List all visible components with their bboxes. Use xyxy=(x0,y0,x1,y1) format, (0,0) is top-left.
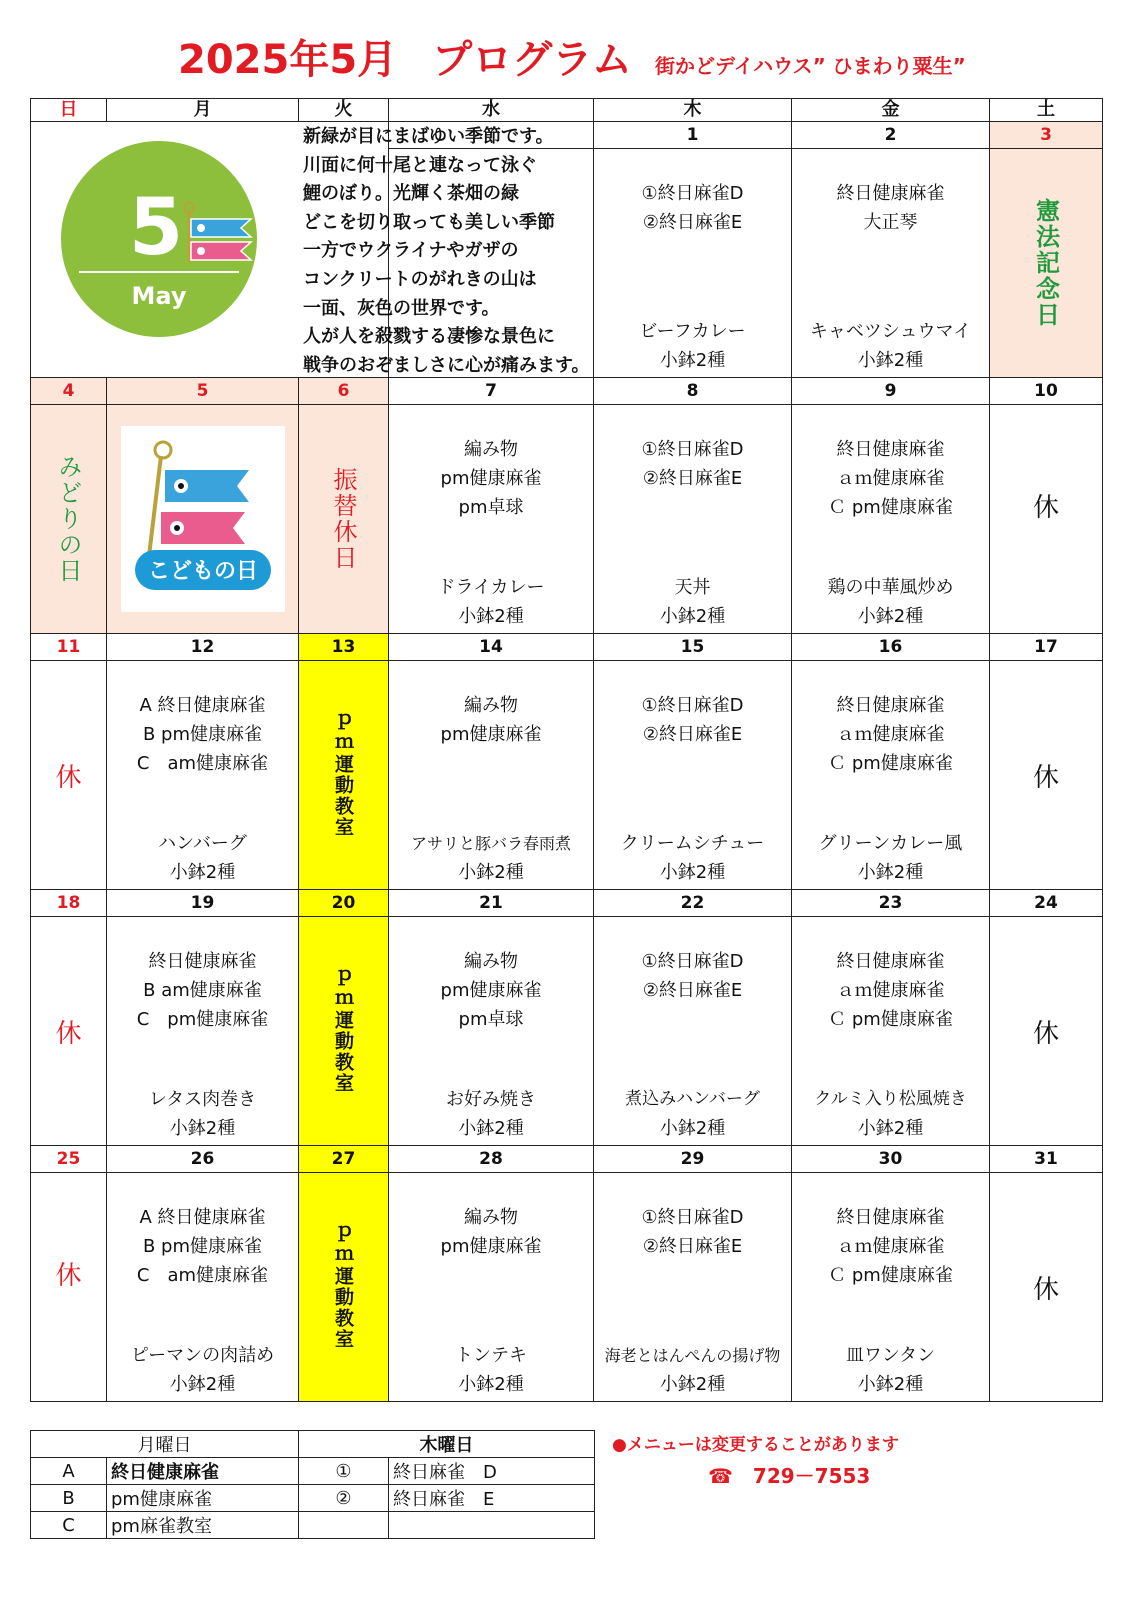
activity: 終日健康麻雀 xyxy=(148,951,257,972)
day-content-5 xyxy=(107,405,299,634)
lunch-menu: 皿ワンタン xyxy=(845,1345,936,1366)
activity: ａｍ健康麻雀 xyxy=(836,1236,945,1257)
day-number: 26 xyxy=(107,1146,299,1173)
facility-name: 街かどデイハウス” ひまわり粟生” xyxy=(654,54,966,78)
day-number: 11 xyxy=(31,634,107,661)
side-dish: 小鉢2種 xyxy=(169,1374,236,1395)
weekday-sat: 土 xyxy=(990,99,1103,122)
week4-date-row xyxy=(31,890,1103,917)
legend-key: B xyxy=(31,1485,107,1512)
day-content-24 xyxy=(990,917,1103,1146)
day-number: 28 xyxy=(389,1146,594,1173)
lunch-menu: キャベツシュウマイ xyxy=(809,321,972,342)
activity: 大正琴 xyxy=(863,212,918,233)
day-number: 18 xyxy=(31,890,107,917)
intro-line: 一面、灰色の世界です。 xyxy=(303,297,500,319)
intro-cell xyxy=(31,122,590,378)
side-dish: 小鉢2種 xyxy=(857,1374,924,1395)
day-number: 15 xyxy=(594,634,792,661)
activity: ①終日麻雀D xyxy=(641,1207,744,1228)
day-content-16 xyxy=(792,661,990,890)
activity: A 終日健康麻雀 xyxy=(139,695,266,716)
weekday-tue: 火 xyxy=(299,99,389,122)
legend-thursday-header: 木曜日 xyxy=(299,1431,595,1458)
closed-label: 休 xyxy=(1032,1274,1059,1305)
side-dish: 小鉢2種 xyxy=(169,862,236,883)
legend-value xyxy=(389,1512,595,1539)
day-content-14 xyxy=(389,661,594,890)
activity: B am健康麻雀 xyxy=(143,980,262,1001)
day-number: 1 xyxy=(594,122,792,149)
week2-date-row xyxy=(31,378,1103,405)
activity: Ｃ pm健康麻雀 xyxy=(828,753,953,774)
day-number: 6 xyxy=(299,378,389,405)
activity: ①終日麻雀D xyxy=(641,951,744,972)
lunch-menu: ビーフカレー xyxy=(639,321,746,342)
day-number: 7 xyxy=(389,378,594,405)
holiday-label: みどりの日 xyxy=(54,454,82,584)
activity: ②終日麻雀E xyxy=(642,468,743,489)
lunch-menu: ハンバーグ xyxy=(158,833,247,854)
lunch-menu: 海老とはんぺんの揚げ物 xyxy=(604,1346,781,1365)
day-number: 30 xyxy=(792,1146,990,1173)
activity: 終日健康麻雀 xyxy=(836,1207,945,1228)
day-number: 12 xyxy=(107,634,299,661)
legend-table xyxy=(30,1430,595,1539)
koinobori-icon xyxy=(121,426,285,612)
weekday-wed: 水 xyxy=(389,99,594,122)
day-content-3 xyxy=(990,149,1103,378)
weekday-header-row xyxy=(31,99,1103,122)
phone-number: ☎ 729－7553 xyxy=(708,1464,871,1488)
closed-label: 休 xyxy=(55,762,82,793)
legend-row xyxy=(31,1485,595,1512)
intro-line: 人が人を殺戮する凄惨な景色に xyxy=(303,326,555,348)
day-content-15 xyxy=(594,661,792,890)
activity: ②終日麻雀E xyxy=(642,212,743,233)
weekday-thu: 木 xyxy=(594,99,792,122)
day-number: 31 xyxy=(990,1146,1103,1173)
lunch-menu: レタス肉巻き xyxy=(148,1089,257,1110)
day-number: 25 xyxy=(31,1146,107,1173)
activity: ａｍ健康麻雀 xyxy=(836,724,945,745)
weekday-sun: 日 xyxy=(31,99,107,122)
closed-label: 休 xyxy=(1032,1018,1059,1049)
activity: pm健康麻雀 xyxy=(440,724,542,745)
intro-line: コンクリートのがれきの山は xyxy=(303,268,537,290)
lunch-menu: お好み焼き xyxy=(446,1089,536,1110)
title-program: プログラム xyxy=(432,37,632,83)
day-number: 2 xyxy=(792,122,990,149)
day-number: 22 xyxy=(594,890,792,917)
lunch-menu: ピーマンの肉詰め xyxy=(130,1345,275,1366)
legend-row xyxy=(31,1512,595,1539)
weekday-mon: 月 xyxy=(107,99,299,122)
page-header xyxy=(178,28,966,85)
lunch-menu: ドライカレー xyxy=(437,577,545,598)
legend-header-row xyxy=(31,1431,595,1458)
side-dish: 小鉢2種 xyxy=(857,1118,924,1139)
day-content-13 xyxy=(299,661,389,890)
legend-value: pm健康麻雀 xyxy=(107,1485,299,1512)
legend-key: C xyxy=(31,1512,107,1539)
side-dish: 小鉢2種 xyxy=(857,350,924,371)
activity: ②終日麻雀E xyxy=(642,1236,743,1257)
activity: ①終日麻雀D xyxy=(641,183,744,204)
may-badge xyxy=(31,122,299,376)
intro-line: どこを切り取っても美しい季節 xyxy=(303,211,555,233)
day-content-18 xyxy=(31,917,107,1146)
event-label: ｐｍ運動教室 xyxy=(332,712,354,838)
activity: C pm健康麻雀 xyxy=(136,1009,269,1030)
calendar-table xyxy=(30,98,1103,1402)
side-dish: 小鉢2種 xyxy=(169,1118,236,1139)
lunch-menu: クリームシチュー xyxy=(620,833,765,854)
day-number: 14 xyxy=(389,634,594,661)
day-content-1 xyxy=(594,149,792,378)
legend-key: ② xyxy=(299,1485,389,1512)
day-number: 17 xyxy=(990,634,1103,661)
day-content-12 xyxy=(107,661,299,890)
day-content-23 xyxy=(792,917,990,1146)
intro-line: 新緑が目にまばゆい季節です。 xyxy=(303,126,554,147)
event-label: ｐｍ運動教室 xyxy=(332,968,354,1094)
intro-line: 戦争のおぞましさに心が痛みます。 xyxy=(303,354,590,376)
day-content-11 xyxy=(31,661,107,890)
day-content-30 xyxy=(792,1173,990,1402)
activity: pm健康麻雀 xyxy=(440,1236,542,1257)
day-content-25 xyxy=(31,1173,107,1402)
closed-label: 休 xyxy=(55,1018,82,1049)
week5-content-row xyxy=(31,1173,1103,1402)
side-dish: 小鉢2種 xyxy=(857,862,924,883)
activity: C am健康麻雀 xyxy=(136,1265,269,1286)
holiday-label: 憲法記念日 xyxy=(1031,198,1060,328)
day-number: 4 xyxy=(31,378,107,405)
day-number: 20 xyxy=(299,890,389,917)
svg-text:May: May xyxy=(131,282,187,310)
day-content-22 xyxy=(594,917,792,1146)
side-dish: 小鉢2種 xyxy=(659,350,726,371)
activity: ①終日麻雀D xyxy=(641,695,744,716)
activity: pm卓球 xyxy=(458,497,524,518)
side-dish: 小鉢2種 xyxy=(659,606,726,627)
day-content-28 xyxy=(389,1173,594,1402)
intro-line: 鯉のぼり。光輝く茶畑の緑 xyxy=(303,183,519,205)
week3-content-row xyxy=(31,661,1103,890)
activity: Ｃ pm健康麻雀 xyxy=(828,1265,953,1286)
week2-content-row xyxy=(31,405,1103,634)
activity: ①終日麻雀D xyxy=(641,439,744,460)
side-dish: 小鉢2種 xyxy=(659,862,726,883)
legend-key: ① xyxy=(299,1458,389,1485)
activity: 終日健康麻雀 xyxy=(836,695,945,716)
week3-date-row xyxy=(31,634,1103,661)
lunch-menu: トンテキ xyxy=(455,1345,527,1366)
activity: ②終日麻雀E xyxy=(642,980,743,1001)
legend-value: 終日麻雀 E xyxy=(389,1485,595,1512)
day-content-20 xyxy=(299,917,389,1146)
day-content-2 xyxy=(792,149,990,378)
intro-line: 一方でウクライナやガザの xyxy=(303,240,519,262)
day-content-9 xyxy=(792,405,990,634)
day-number: 8 xyxy=(594,378,792,405)
activity: 編み物 xyxy=(464,1207,518,1228)
activity: pm健康麻雀 xyxy=(440,468,542,489)
svg-text:こどもの日: こどもの日 xyxy=(147,559,258,584)
activity: B pm健康麻雀 xyxy=(142,1236,263,1257)
svg-text:5: 5 xyxy=(128,183,184,273)
week5-date-row xyxy=(31,1146,1103,1173)
activity: ａｍ健康麻雀 xyxy=(836,468,945,489)
activity: ａｍ健康麻雀 xyxy=(836,980,945,1001)
holiday-label: 振替休日 xyxy=(329,467,357,571)
day-content-27 xyxy=(299,1173,389,1402)
side-dish: 小鉢2種 xyxy=(458,1118,524,1139)
activity: 終日健康麻雀 xyxy=(836,951,945,972)
intro-message xyxy=(299,122,590,376)
activity: pm健康麻雀 xyxy=(440,980,542,1001)
day-content-4 xyxy=(31,405,107,634)
legend-key xyxy=(299,1512,389,1539)
activity: B pm健康麻雀 xyxy=(142,724,263,745)
day-content-6 xyxy=(299,405,389,634)
activity: Ｃ pm健康麻雀 xyxy=(828,497,953,518)
week4-content-row xyxy=(31,917,1103,1146)
side-dish: 小鉢2種 xyxy=(659,1118,726,1139)
day-number: 23 xyxy=(792,890,990,917)
activity: Ｃ pm健康麻雀 xyxy=(828,1009,953,1030)
activity: A 終日健康麻雀 xyxy=(139,1207,266,1228)
legend-value: 終日健康麻雀 xyxy=(107,1458,299,1485)
day-content-19 xyxy=(107,917,299,1146)
day-number: 13 xyxy=(299,634,389,661)
closed-label: 休 xyxy=(1032,762,1059,793)
day-number: 27 xyxy=(299,1146,389,1173)
day-number: 21 xyxy=(389,890,594,917)
lunch-menu: 鶏の中華風炒め xyxy=(827,577,954,598)
legend-value: pm麻雀教室 xyxy=(107,1512,299,1539)
day-content-31 xyxy=(990,1173,1103,1402)
legend-key: A xyxy=(31,1458,107,1485)
closed-label: 休 xyxy=(55,1260,82,1291)
event-label: ｐｍ運動教室 xyxy=(332,1224,354,1350)
weekday-fri: 金 xyxy=(792,99,990,122)
activity: 編み物 xyxy=(464,695,518,716)
activity: 編み物 xyxy=(464,951,518,972)
kodomo-illustration xyxy=(121,426,285,612)
intro-line: 川面に何十尾と連なって泳ぐ xyxy=(303,154,537,176)
side-dish: 小鉢2種 xyxy=(458,606,524,627)
side-dish: 小鉢2種 xyxy=(458,862,524,883)
day-content-17 xyxy=(990,661,1103,890)
lunch-menu: 天丼 xyxy=(674,577,711,598)
day-number: 5 xyxy=(107,378,299,405)
day-number: 24 xyxy=(990,890,1103,917)
legend-value: 終日麻雀 D xyxy=(389,1458,595,1485)
lunch-menu: グリーンカレー風 xyxy=(818,833,963,854)
day-number: 19 xyxy=(107,890,299,917)
side-dish: 小鉢2種 xyxy=(857,606,924,627)
lunch-menu: クルミ入り松風焼き xyxy=(814,1089,967,1109)
day-number: 10 xyxy=(990,378,1103,405)
day-content-21 xyxy=(389,917,594,1146)
lunch-menu: アサリと豚バラ春雨煮 xyxy=(410,834,571,853)
week1-date-row xyxy=(31,122,1103,149)
day-content-29 xyxy=(594,1173,792,1402)
lunch-menu: 煮込みハンバーグ xyxy=(625,1089,760,1109)
day-content-10 xyxy=(990,405,1103,634)
legend-row xyxy=(31,1458,595,1485)
day-number: 29 xyxy=(594,1146,792,1173)
day-content-7 xyxy=(389,405,594,634)
may-koinobori-icon xyxy=(31,122,299,376)
activity: ②終日麻雀E xyxy=(642,724,743,745)
side-dish: 小鉢2種 xyxy=(458,1374,524,1395)
closed-label: 休 xyxy=(1032,492,1059,523)
activity: C am健康麻雀 xyxy=(136,753,269,774)
side-dish: 小鉢2種 xyxy=(659,1374,726,1395)
activity: 終日健康麻雀 xyxy=(836,439,945,460)
menu-change-notice: ●メニューは変更することがあります xyxy=(612,1435,899,1455)
legend-monday-header: 月曜日 xyxy=(31,1431,299,1458)
title-year-month: 2025年5月 xyxy=(178,37,398,83)
activity: 終日健康麻雀 xyxy=(836,183,945,204)
day-content-26 xyxy=(107,1173,299,1402)
activity: 編み物 xyxy=(464,439,518,460)
day-content-8 xyxy=(594,405,792,634)
day-number: 16 xyxy=(792,634,990,661)
activity: pm卓球 xyxy=(458,1009,524,1030)
day-number: 3 xyxy=(990,122,1103,149)
day-number: 9 xyxy=(792,378,990,405)
